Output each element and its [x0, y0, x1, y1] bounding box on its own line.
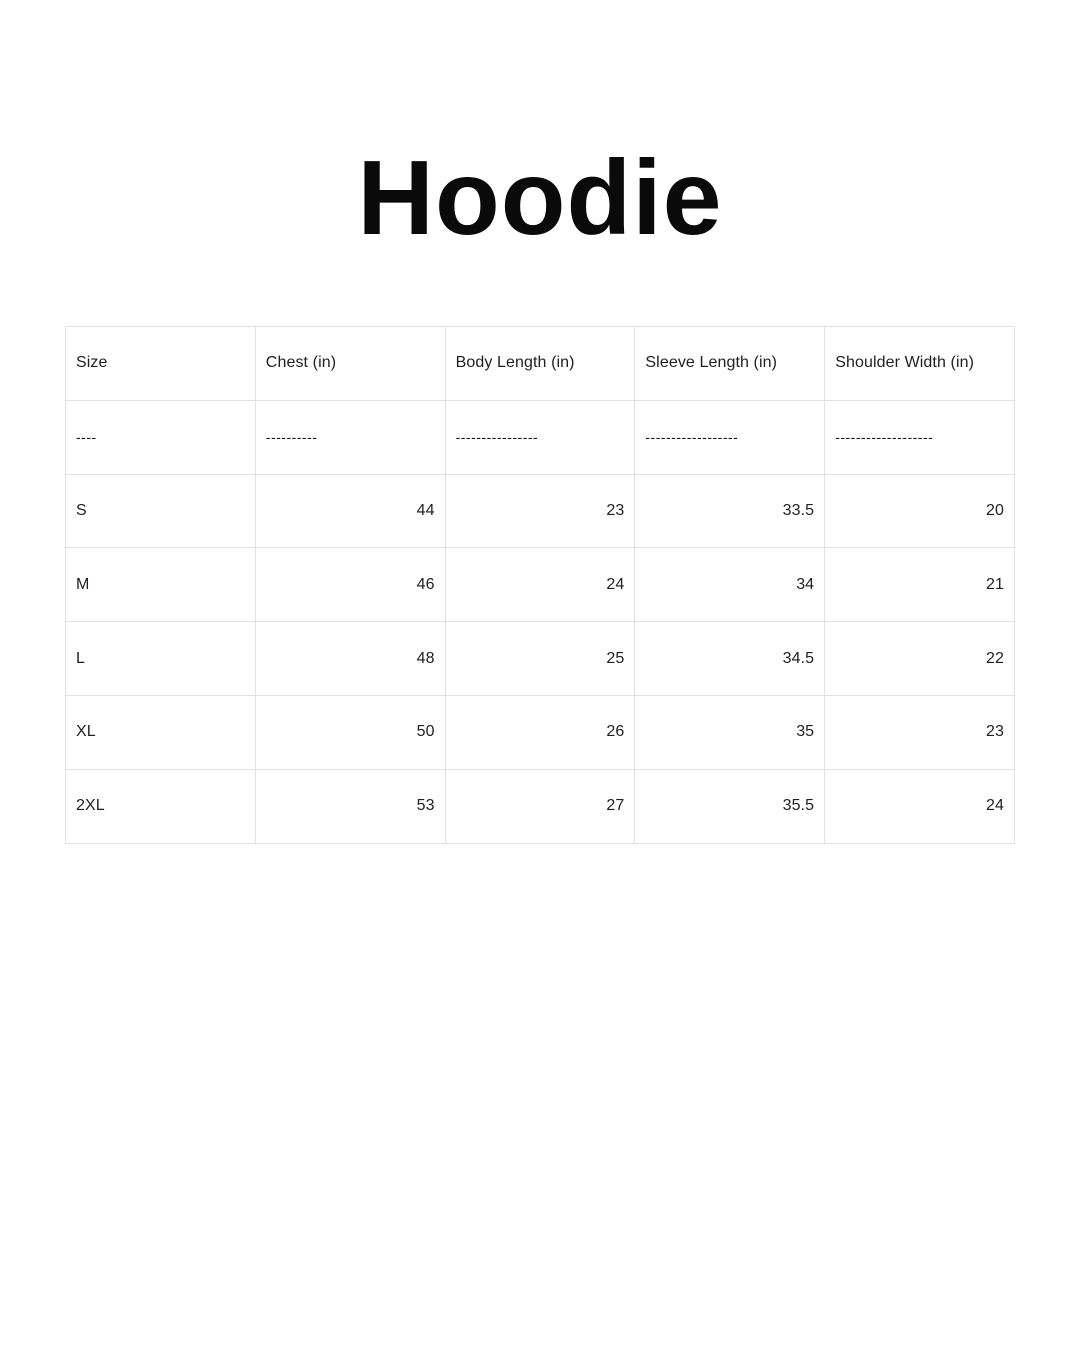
shoulder-width-cell: 20 — [825, 474, 1015, 548]
separator-row — [66, 400, 1015, 474]
shoulder-width-cell: 24 — [825, 769, 1015, 843]
header-row — [66, 327, 1015, 401]
body-length-cell: 27 — [445, 769, 635, 843]
table-row-l — [66, 622, 1015, 696]
shoulder-width-cell: 23 — [825, 695, 1015, 769]
separator-cell: ---------------- — [445, 400, 635, 474]
size-cell: 2XL — [66, 769, 256, 843]
size-cell: L — [66, 622, 256, 696]
header-cell-body-length: Body Length (in) — [445, 327, 635, 401]
body-length-cell: 24 — [445, 548, 635, 622]
separator-cell: ---- — [66, 400, 256, 474]
shoulder-width-cell: 21 — [825, 548, 1015, 622]
size-cell: M — [66, 548, 256, 622]
body-length-cell: 23 — [445, 474, 635, 548]
sleeve-length-cell: 35.5 — [635, 769, 825, 843]
size-cell: S — [66, 474, 256, 548]
body-length-cell: 26 — [445, 695, 635, 769]
separator-cell: ---------- — [255, 400, 445, 474]
table-row-s — [66, 474, 1015, 548]
size-cell: XL — [66, 695, 256, 769]
chest-cell: 50 — [255, 695, 445, 769]
table-row-xl — [66, 695, 1015, 769]
separator-cell: ------------------- — [825, 400, 1015, 474]
body-length-cell: 25 — [445, 622, 635, 696]
sleeve-length-cell: 34 — [635, 548, 825, 622]
table-row-2xl — [66, 769, 1015, 843]
header-cell-chest: Chest (in) — [255, 327, 445, 401]
table-row-m — [66, 548, 1015, 622]
separator-cell: ------------------ — [635, 400, 825, 474]
chest-cell: 46 — [255, 548, 445, 622]
size-chart-table — [65, 326, 1015, 844]
header-cell-sleeve-length: Sleeve Length (in) — [635, 327, 825, 401]
header-cell-size: Size — [66, 327, 256, 401]
chest-cell: 48 — [255, 622, 445, 696]
sleeve-length-cell: 34.5 — [635, 622, 825, 696]
sleeve-length-cell: 35 — [635, 695, 825, 769]
header-cell-shoulder-width: Shoulder Width (in) — [825, 327, 1015, 401]
page-title: Hoodie — [357, 139, 723, 257]
chest-cell: 53 — [255, 769, 445, 843]
chest-cell: 44 — [255, 474, 445, 548]
shoulder-width-cell: 22 — [825, 622, 1015, 696]
sleeve-length-cell: 33.5 — [635, 474, 825, 548]
